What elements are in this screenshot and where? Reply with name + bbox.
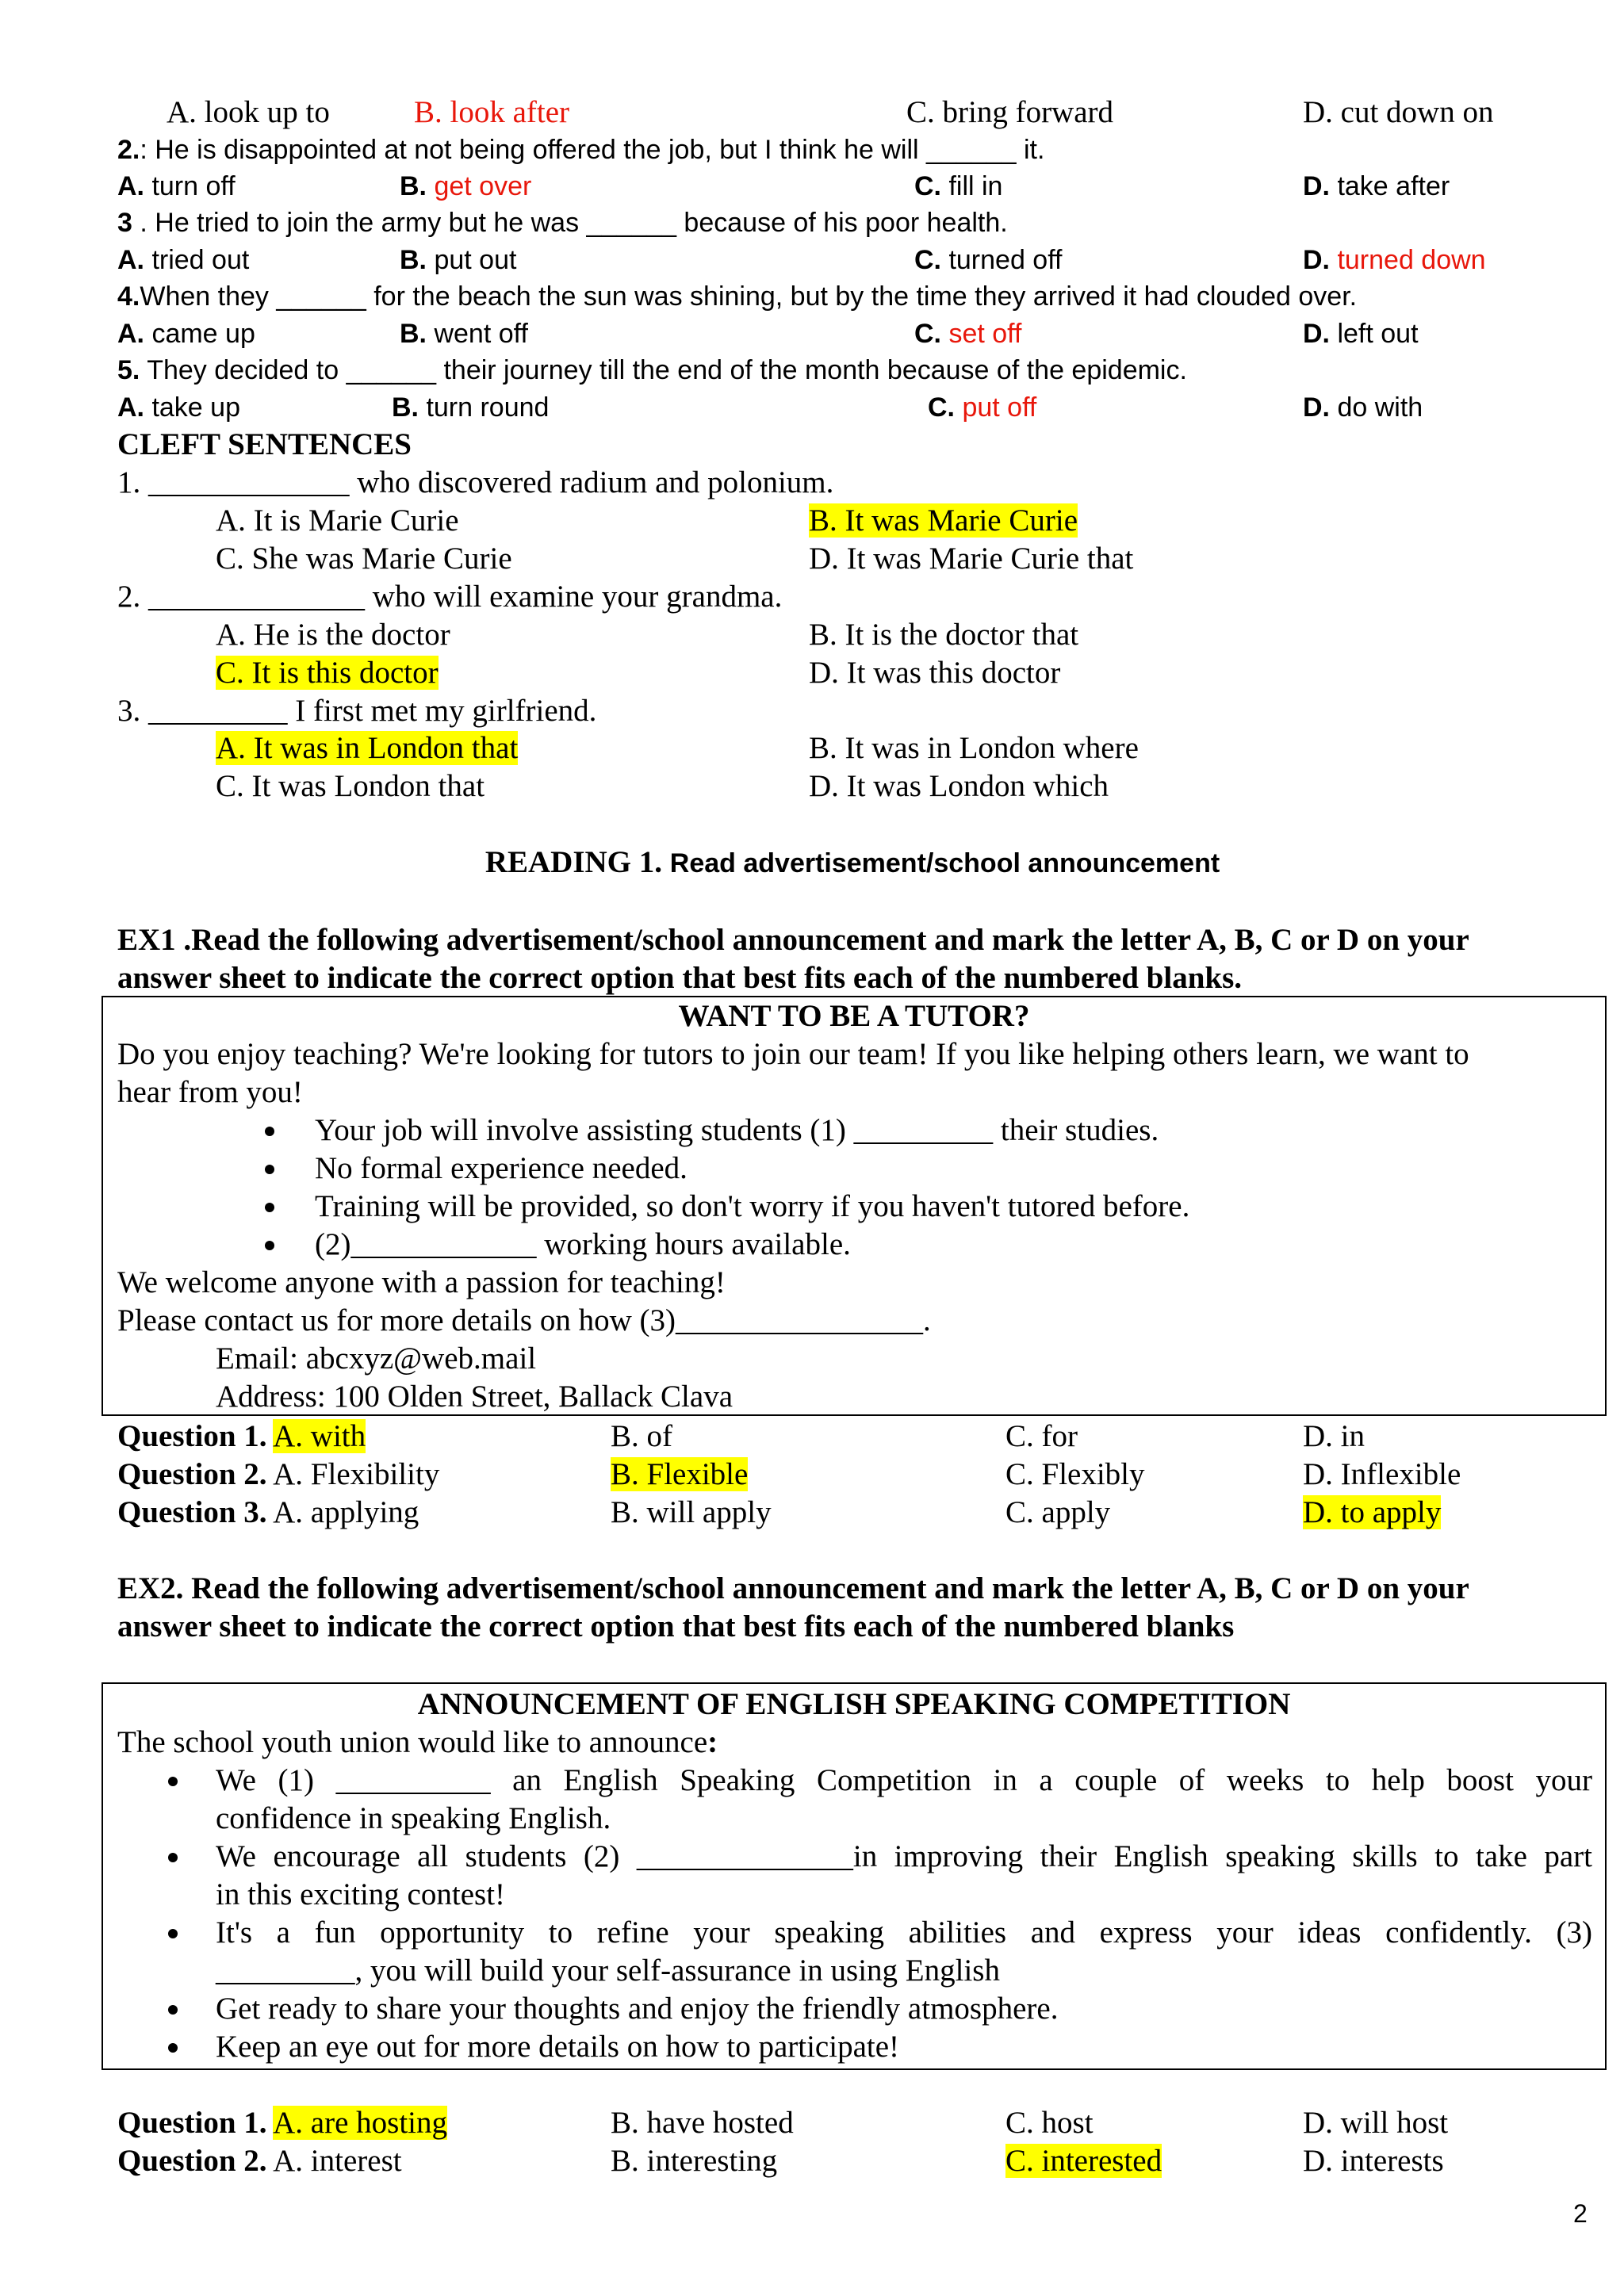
- ex1-question-1: Question 1. A. with: [117, 1419, 366, 1453]
- pv-q3-stem: 3 . He tried to join the army but he was ______ because of his poor health.: [117, 208, 1008, 238]
- pv-q5-option-d: D. do with: [1303, 392, 1423, 423]
- ex2-bullet-2-line1: We encourage all students (2) ______________in improving their English speaking skills to take part: [216, 1839, 1592, 1873]
- ex1-q2-option-b: B. Flexible: [611, 1457, 749, 1491]
- pv-q3-option-b: B. put out: [400, 245, 517, 275]
- bullet-icon: [265, 1165, 274, 1174]
- cleft-q3-stem: 3. _________ I first met my girlfriend.: [117, 694, 597, 728]
- ex2-box-title: ANNOUNCEMENT OF ENGLISH SPEAKING COMPETITION: [417, 1687, 1291, 1721]
- pv-q1-option-d: D. cut down on: [1303, 95, 1494, 129]
- ex1-question-3: Question 3. A. applying: [117, 1495, 419, 1529]
- ex1-instruction-line1: EX1 .Read the following advertisement/school announcement and mark the letter A, B, C or D on your: [117, 923, 1469, 957]
- cleft-q2-option-a: A. He is the doctor: [216, 618, 450, 652]
- pv-q1-option-b: B. look after: [414, 95, 570, 129]
- ex1-welcome: We welcome anyone with a passion for teaching!: [117, 1265, 726, 1299]
- pv-q5-stem: 5. They decided to ______ their journey till the end of the month because of the epidemic.: [117, 355, 1187, 385]
- cleft-q1-option-d: D. It was Marie Curie that: [809, 541, 1134, 576]
- pv-q4-option-b: B. went off: [400, 319, 528, 349]
- pv-q3-option-d: D. turned down: [1303, 245, 1486, 275]
- ex2-q2-option-b: B. interesting: [611, 2144, 778, 2178]
- ex1-contact: Please contact us for more details on how (3)________________.: [117, 1303, 931, 1337]
- ex1-q2-option-d: D. Inflexible: [1303, 1457, 1461, 1491]
- bullet-icon: [265, 1241, 274, 1250]
- cleft-q2-stem: 2. ______________ who will examine your grandma.: [117, 580, 783, 614]
- cleft-q3-option-d: D. It was London which: [809, 769, 1109, 803]
- pv-q1-option-a: A. look up to: [167, 95, 330, 129]
- bullet-icon: [265, 1127, 274, 1136]
- page-number: 2: [1573, 2199, 1588, 2228]
- pv-q4-stem: 4.When they ______ for the beach the sun was shining, but by the time they arrived it had clouded over.: [117, 281, 1358, 312]
- bullet-icon: [168, 2005, 178, 2015]
- ex2-bullet-4: Get ready to share your thoughts and enjoy the friendly atmosphere.: [216, 1992, 1059, 2026]
- cleft-q3-option-b: B. It was in London where: [809, 731, 1139, 765]
- ex1-address: Address: 100 Olden Street, Ballack Clava: [216, 1380, 733, 1414]
- ex1-q1-option-c: C. for: [1005, 1419, 1078, 1453]
- ex2-bullet-5: Keep an eye out for more details on how to participate!: [216, 2030, 900, 2064]
- pv-q4-option-c: C. set off: [914, 319, 1022, 349]
- ex1-q3-option-c: C. apply: [1005, 1495, 1111, 1529]
- ex2-bullet-1-line1: We (1) __________ an English Speaking Competition in a couple of weeks to help boost your: [216, 1763, 1592, 1797]
- ex1-q1-option-d: D. in: [1303, 1419, 1365, 1453]
- pv-q5-option-c: C. put off: [928, 392, 1037, 423]
- ex2-q2-option-d: D. interests: [1303, 2144, 1444, 2178]
- pv-q1-option-c: C. bring forward: [906, 95, 1114, 129]
- ex2-q1-option-c: C. host: [1005, 2106, 1094, 2140]
- cleft-q1-stem: 1. _____________ who discovered radium and polonium.: [117, 465, 834, 499]
- ex1-email: Email: abcxyz@web.mail: [216, 1341, 537, 1376]
- reading-title: READING 1. Read advertisement/school announcement: [485, 845, 1220, 879]
- ex2-instruction-line1: EX2. Read the following advertisement/school announcement and mark the letter A, B, C or D on your: [117, 1571, 1469, 1605]
- ex1-bullet-1: Your job will involve assisting students (1) _________ their studies.: [315, 1113, 1159, 1147]
- ex1-instruction-line2: answer sheet to indicate the correct option that best fits each of the numbered blanks.: [117, 961, 1242, 995]
- ex1-box-title: WANT TO BE A TUTOR?: [678, 999, 1030, 1033]
- pv-q2-option-a: A. turn off: [117, 171, 236, 201]
- bullet-icon: [168, 1853, 178, 1862]
- pv-q2-stem: 2.: He is disappointed at not being offered the job, but I think he will ______ it.: [117, 135, 1045, 165]
- pv-q3-option-c: C. turned off: [914, 245, 1063, 275]
- ex2-question-1: Question 1. A. are hosting: [117, 2106, 448, 2140]
- pv-q2-option-c: C. fill in: [914, 171, 1003, 201]
- ex1-q2-option-c: C. Flexibly: [1005, 1457, 1145, 1491]
- ex1-question-2: Question 2. A. Flexibility: [117, 1457, 440, 1491]
- ex1-intro-line1: Do you enjoy teaching? We're looking for tutors to join our team! If you like helping others learn, we want to: [117, 1037, 1469, 1071]
- pv-q4-option-d: D. left out: [1303, 319, 1419, 349]
- ex1-q3-option-d: D. to apply: [1303, 1495, 1442, 1529]
- ex2-bullet-2-line2: in this exciting contest!: [216, 1877, 506, 1911]
- pv-q2-option-d: D. take after: [1303, 171, 1450, 201]
- cleft-q1-option-b: B. It was Marie Curie: [809, 503, 1078, 538]
- ex1-q1-option-b: B. of: [611, 1419, 672, 1453]
- ex1-bullet-2: No formal experience needed.: [315, 1151, 688, 1185]
- pv-q4-option-a: A. came up: [117, 319, 255, 349]
- pv-q3-option-a: A. tried out: [117, 245, 250, 275]
- ex1-intro-line2: hear from you!: [117, 1075, 303, 1109]
- ex2-q1-option-b: B. have hosted: [611, 2106, 794, 2140]
- cleft-q2-option-d: D. It was this doctor: [809, 656, 1061, 690]
- pv-q5-option-b: B. turn round: [392, 392, 550, 423]
- pv-q5-option-a: A. take up: [117, 392, 240, 423]
- ex2-instruction-line2: answer sheet to indicate the correct option that best fits each of the numbered blanks: [117, 1609, 1235, 1644]
- ex2-q2-option-c: C. interested: [1005, 2144, 1162, 2178]
- cleft-q1-option-c: C. She was Marie Curie: [216, 541, 512, 576]
- cleft-q3-option-c: C. It was London that: [216, 769, 485, 803]
- bullet-icon: [168, 1777, 178, 1786]
- ex2-question-2: Question 2. A. interest: [117, 2144, 402, 2178]
- ex2-bullet-3-line2: _________, you will build your self-assurance in using English: [216, 1954, 1000, 1988]
- ex2-q1-option-d: D. will host: [1303, 2106, 1449, 2140]
- pv-q2-option-b: B. get over: [400, 171, 532, 201]
- ex2-intro: The school youth union would like to announce:: [117, 1725, 718, 1759]
- ex1-q3-option-b: B. will apply: [611, 1495, 772, 1529]
- cleft-heading: CLEFT SENTENCES: [117, 427, 412, 461]
- cleft-q1-option-a: A. It is Marie Curie: [216, 503, 459, 538]
- bullet-icon: [265, 1203, 274, 1212]
- ex2-bullet-3-line1: It's a fun opportunity to refine your speaking abilities and express your ideas confidently. (3): [216, 1915, 1592, 1950]
- bullet-icon: [168, 1929, 178, 1938]
- cleft-q2-option-c: C. It is this doctor: [216, 656, 439, 690]
- ex2-bullet-1-line2: confidence in speaking English.: [216, 1801, 611, 1835]
- cleft-q2-option-b: B. It is the doctor that: [809, 618, 1079, 652]
- cleft-q3-option-a: A. It was in London that: [216, 731, 519, 765]
- ex1-bullet-4: (2)____________ working hours available.: [315, 1227, 851, 1261]
- bullet-icon: [168, 2043, 178, 2053]
- ex1-bullet-3: Training will be provided, so don't worry if you haven't tutored before.: [315, 1189, 1190, 1223]
